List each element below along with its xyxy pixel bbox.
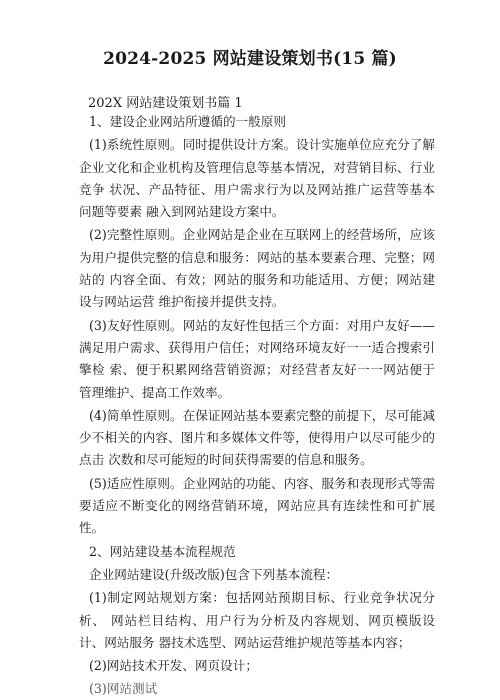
document-body <box>79 111 435 697</box>
paragraph-process-intro: 企业网站建设(升级改版)包含下列基本流程： <box>89 566 339 582</box>
section-heading-1: 1、建设企业网站所遵循的一般原则 <box>89 114 286 129</box>
document-title: 2024-2025 网站建设策划书(15 篇) <box>103 49 397 69</box>
paragraph-simplicity: (4)简单性原则。在保证网站基本要素完整的前提下，尽可能减 少不相关的内容、图片和多媒体文件等，使得用户以尽可能少的点击 次数和尽可能短的时间获得需要的信息和服务。 <box>79 407 435 468</box>
paragraph-friendliness: (3)友好性原则。网站的友好性包括三个方面：对用户友好—— 满足用户需求、获得用户信任；对网络环境友好一一适合搜索引擎检 索、便于积累网络营销资源；对经营者友好一一网站便于管理维护、提高工作效率。 <box>79 317 435 400</box>
paragraph-development: (2)网站技术开发、网页设计； <box>89 658 258 674</box>
paragraph-adaptability: (5)适应性原则。企业网站的功能、内容、服务和表现形式等需 要适应不断变化的网络营销环境，网站应具有连续性和可扩展性。 <box>79 475 435 536</box>
document-subtitle: 202X 网站建设策划书篇 1 <box>88 96 243 111</box>
paragraph-completeness: (2)完整性原则。企业网站是企业在互联网上的经营场所，应该 为用户提供完整的信息和服务：网站的基本要素合理、完整；网站的 内容全面、有效；网站的服务和功能适用、方便；网站建设与网站运营 维护衔接并提供支持。 <box>79 227 435 310</box>
paragraph-systematic: (1)系统性原则。同时提供设计方案。设计实施单位应充分了解 企业文化和企业机构及管理信息等基本情况，对营销目标、行业竞争 状况、产品特征、用户需求行为以及网站推广运营等基本问题等要素 融入到网站建设方案中。 <box>79 137 435 220</box>
partial-next-line: (3)网站测试 <box>89 681 158 697</box>
section-heading-2: 2、网站建设基本流程规范 <box>89 543 236 559</box>
paragraph-planning: (1)制定网站规划方案：包括网站预期目标、行业竞争状况分析、 网站栏目结构、用户行为分析及内容规划、网页模版设计、网站服务 器技术选型、网站运营维护规范等基本内容； <box>79 590 435 650</box>
